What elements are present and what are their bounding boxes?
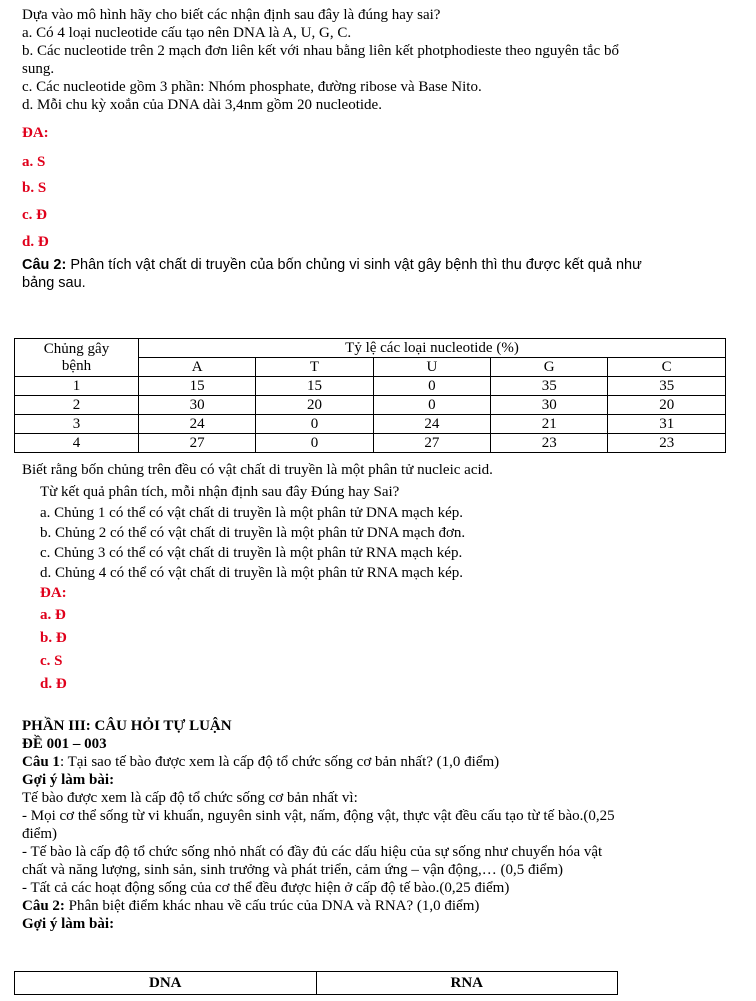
part3-q1-text: : Tại sao tế bào được xem là cấp độ tổ chức sống cơ bản nhất? (1,0 điểm): [59, 754, 500, 770]
value-cell: 30: [139, 396, 256, 415]
q2-answer-c: c. S: [40, 653, 63, 669]
statement-b-line2: sung.: [22, 61, 55, 77]
table-row: [15, 396, 726, 415]
value-cell: 24: [373, 415, 490, 434]
value-cell: 15: [256, 377, 373, 396]
col-header-g: G: [491, 358, 608, 377]
answer-c: c. Đ: [22, 207, 47, 223]
q2-line1: [22, 256, 642, 274]
strain-cell: 2: [15, 396, 139, 415]
col-header-u: U: [373, 358, 490, 377]
q2-line2: bảng sau.: [22, 275, 86, 291]
value-cell: 27: [139, 434, 256, 453]
col-header-c: C: [608, 358, 726, 377]
statement-d: d. Mỗi chu kỳ xoắn của DNA dài 3,4nm gồm 20 nucleotide.: [22, 97, 382, 113]
nucleotide-table: [14, 338, 726, 453]
value-cell: 30: [491, 396, 608, 415]
q2-statement-a: a. Chủng 1 có thể có vật chất di truyền là một phân tử DNA mạch kép.: [40, 505, 464, 521]
answer-d: d. Đ: [22, 234, 49, 250]
statement-b-line1: b. Các nucleotide trên 2 mạch đơn liên kết với nhau bằng liên kết photphodieste theo nguyên tắc bổ: [22, 43, 619, 59]
hint-label: Gợi ý làm bài:: [22, 772, 115, 788]
col-header-t: T: [256, 358, 373, 377]
compare-header-rna: RNA: [316, 972, 618, 995]
part3-q2-label: Câu 2:: [22, 898, 65, 914]
answer-a: a. S: [22, 154, 46, 170]
exam-code: ĐỀ 001 – 003: [22, 736, 107, 752]
value-cell: 20: [608, 396, 726, 415]
hint-point-2b: chất và năng lượng, sinh sản, sinh trưởng và phát triển, cảm ứng – vận động,… (0,5 điểm): [22, 862, 563, 878]
strain-cell: 3: [15, 415, 139, 434]
part3-q1: [22, 753, 499, 771]
dna-rna-compare-table: [14, 971, 618, 995]
value-cell: 0: [256, 415, 373, 434]
value-cell: 35: [608, 377, 726, 396]
question-intro: Dựa vào mô hình hãy cho biết các nhận định sau đây là đúng hay sai?: [22, 7, 441, 23]
q2-answer-a: a. Đ: [40, 607, 66, 623]
value-cell: 23: [608, 434, 726, 453]
q2-prompt: Từ kết quả phân tích, mỗi nhận định sau đây Đúng hay Sai?: [40, 484, 400, 500]
table-note: Biết rằng bốn chủng trên đều có vật chất di truyền là một phân tử nucleic acid.: [22, 462, 493, 478]
strain-header: Chủng gây bệnh: [15, 339, 139, 377]
q2-statement-c: c. Chủng 3 có thể có vật chất di truyền là một phân tử RNA mạch kép.: [40, 545, 463, 561]
statement-a: a. Có 4 loại nucleotide cấu tạo nên DNA là A, U, G, C.: [22, 25, 352, 41]
value-cell: 15: [139, 377, 256, 396]
hint-point-3: - Tất cả các hoạt động sống của cơ thể đều được hiện ở cấp độ tế bào.(0,25 điểm): [22, 880, 510, 896]
hint-point-1a: - Mọi cơ thể sống từ vi khuẩn, nguyên sinh vật, nấm, động vật, thực vật đều cấu tạo từ tế bào.(0,25: [22, 808, 615, 824]
value-cell: 20: [256, 396, 373, 415]
ratio-header: Tỷ lệ các loại nucleotide (%): [139, 339, 726, 358]
col-header-a: A: [139, 358, 256, 377]
answer-b: b. S: [22, 180, 47, 196]
q2-statement-d: d. Chủng 4 có thể có vật chất di truyền là một phân tử RNA mạch kép.: [40, 565, 464, 581]
q2-text-1: Phân tích vật chất di truyền của bốn chủng vi sinh vật gây bệnh thì thu được kết quả như: [66, 257, 642, 273]
q2-statement-b: b. Chủng 2 có thể có vật chất di truyền là một phân tử DNA mạch đơn.: [40, 525, 466, 541]
q2-answer-label: ĐA:: [40, 585, 67, 601]
value-cell: 31: [608, 415, 726, 434]
value-cell: 24: [139, 415, 256, 434]
table-row: [15, 377, 726, 396]
table-row: [15, 434, 726, 453]
value-cell: 0: [256, 434, 373, 453]
strain-cell: 1: [15, 377, 139, 396]
part3-heading: PHẦN III: CÂU HỎI TỰ LUẬN: [22, 718, 232, 734]
answer-label: ĐA:: [22, 125, 49, 141]
table-row: [15, 415, 726, 434]
statement-c: c. Các nucleotide gồm 3 phần: Nhóm phosphate, đường ribose và Base Nito.: [22, 79, 482, 95]
strain-cell: 4: [15, 434, 139, 453]
q2-answer-b: b. Đ: [40, 630, 67, 646]
value-cell: 35: [491, 377, 608, 396]
part3-q2-text: Phân biệt điểm khác nhau về cấu trúc của DNA và RNA? (1,0 điểm): [64, 898, 480, 914]
q2-label: Câu 2:: [22, 257, 67, 273]
hint-point-1b: điểm): [22, 826, 57, 842]
value-cell: 23: [491, 434, 608, 453]
part3-q2: [22, 897, 479, 915]
value-cell: 0: [373, 377, 490, 396]
hint-point-2a: - Tế bào là cấp độ tổ chức sống nhỏ nhất có đầy đủ các dấu hiệu của sự sống như chuyển hóa vật: [22, 844, 603, 860]
q2-answer-d: d. Đ: [40, 676, 67, 692]
hint2-label: Gợi ý làm bài:: [22, 916, 115, 932]
value-cell: 27: [373, 434, 490, 453]
hint-intro: Tế bào được xem là cấp độ tổ chức sống cơ bản nhất vì:: [22, 790, 358, 806]
compare-header-dna: DNA: [15, 972, 317, 995]
value-cell: 21: [491, 415, 608, 434]
part3-q1-label: Câu 1: [22, 754, 60, 770]
value-cell: 0: [373, 396, 490, 415]
